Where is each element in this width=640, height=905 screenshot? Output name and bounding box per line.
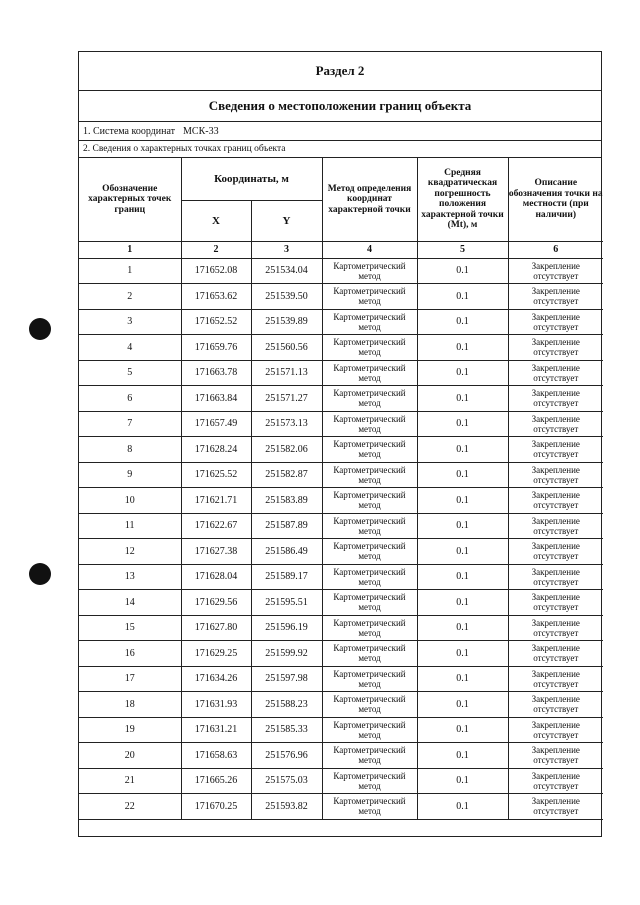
- coordinate-x: 171628.04: [181, 564, 251, 590]
- description-cell: Закрепление отсутствует: [508, 564, 603, 590]
- point-number: 12: [79, 539, 181, 565]
- point-number: 20: [79, 743, 181, 769]
- column-number: 1: [79, 241, 181, 258]
- table-row: [79, 564, 603, 590]
- method-cell: Картометрический метод: [322, 717, 417, 743]
- coordinate-x: 171622.67: [181, 513, 251, 539]
- table-row: [79, 462, 603, 488]
- header-coordinates: Координаты, м: [181, 158, 322, 200]
- point-number: 19: [79, 717, 181, 743]
- coordinate-y: 251573.13: [251, 411, 322, 437]
- coordinate-system-line: [79, 122, 601, 141]
- table-row: [79, 539, 603, 565]
- method-cell: Картометрический метод: [322, 768, 417, 794]
- description-cell: Закрепление отсутствует: [508, 768, 603, 794]
- point-number: 17: [79, 666, 181, 692]
- coordinate-x: 171670.25: [181, 794, 251, 820]
- description-cell: Закрепление отсутствует: [508, 641, 603, 667]
- method-cell: Картометрический метод: [322, 590, 417, 616]
- coordinate-y: 251585.33: [251, 717, 322, 743]
- description-cell: Закрепление отсутствует: [508, 692, 603, 718]
- coordinate-x: 171653.62: [181, 284, 251, 310]
- point-number: 13: [79, 564, 181, 590]
- points-heading: 2. Сведения о характерных точках границ объекта: [79, 141, 601, 158]
- coordinate-y: 251576.96: [251, 743, 322, 769]
- method-cell: Картометрический метод: [322, 437, 417, 463]
- coordinate-x: 171658.63: [181, 743, 251, 769]
- point-number: 14: [79, 590, 181, 616]
- table-row: [79, 258, 603, 284]
- description-cell: Закрепление отсутствует: [508, 513, 603, 539]
- description-cell: Закрепление отсутствует: [508, 743, 603, 769]
- column-number: 6: [508, 241, 603, 258]
- table-row: [79, 743, 603, 769]
- table-row: [79, 768, 603, 794]
- coordinate-x: 171652.52: [181, 309, 251, 335]
- coordinate-y: 251582.06: [251, 437, 322, 463]
- description-cell: Закрепление отсутствует: [508, 666, 603, 692]
- table-row: [79, 411, 603, 437]
- error-cell: 0.1: [417, 615, 508, 641]
- error-cell: 0.1: [417, 692, 508, 718]
- point-number: 7: [79, 411, 181, 437]
- method-cell: Картометрический метод: [322, 360, 417, 386]
- description-cell: Закрепление отсутствует: [508, 284, 603, 310]
- method-cell: Картометрический метод: [322, 335, 417, 361]
- point-number: 11: [79, 513, 181, 539]
- method-cell: Картометрический метод: [322, 641, 417, 667]
- error-cell: 0.1: [417, 386, 508, 412]
- error-cell: 0.1: [417, 717, 508, 743]
- point-number: 6: [79, 386, 181, 412]
- method-cell: Картометрический метод: [322, 564, 417, 590]
- method-cell: Картометрический метод: [322, 615, 417, 641]
- coordinate-y: 251534.04: [251, 258, 322, 284]
- document-title: Сведения о местоположении границ объекта: [79, 91, 601, 122]
- point-number: 22: [79, 794, 181, 820]
- method-cell: Картометрический метод: [322, 258, 417, 284]
- error-cell: 0.1: [417, 437, 508, 463]
- coordinate-y: 251575.03: [251, 768, 322, 794]
- method-cell: Картометрический метод: [322, 794, 417, 820]
- coordinate-y: 251583.89: [251, 488, 322, 514]
- header-method: Метод определения координат характерной точки: [322, 158, 417, 241]
- method-cell: Картометрический метод: [322, 488, 417, 514]
- description-cell: Закрепление отсутствует: [508, 360, 603, 386]
- table-row: [79, 692, 603, 718]
- description-cell: Закрепление отсутствует: [508, 615, 603, 641]
- coordinate-y: 251588.23: [251, 692, 322, 718]
- table-row: [79, 717, 603, 743]
- point-number: 5: [79, 360, 181, 386]
- coordinate-y: 251571.27: [251, 386, 322, 412]
- error-cell: 0.1: [417, 641, 508, 667]
- coordinate-x: 171625.52: [181, 462, 251, 488]
- point-number: 15: [79, 615, 181, 641]
- coordinate-x: 171631.93: [181, 692, 251, 718]
- point-number: 16: [79, 641, 181, 667]
- header-error: Средняя квадратическая погрешность положения характерной точки (Mt), м: [417, 158, 508, 241]
- coordinate-y: 251589.17: [251, 564, 322, 590]
- coordinate-y: 251582.87: [251, 462, 322, 488]
- coordinate-x: 171629.56: [181, 590, 251, 616]
- method-cell: Картометрический метод: [322, 284, 417, 310]
- description-cell: Закрепление отсутствует: [508, 794, 603, 820]
- coordinate-x: 171621.71: [181, 488, 251, 514]
- coordinate-y: 251560.56: [251, 335, 322, 361]
- method-cell: Картометрический метод: [322, 666, 417, 692]
- coordinate-y: 251539.50: [251, 284, 322, 310]
- points-table: [79, 158, 603, 820]
- coordinate-y: 251586.49: [251, 539, 322, 565]
- coordinate-x: 171663.78: [181, 360, 251, 386]
- method-cell: Картометрический метод: [322, 411, 417, 437]
- coordinate-y: 251593.82: [251, 794, 322, 820]
- description-cell: Закрепление отсутствует: [508, 437, 603, 463]
- point-number: 3: [79, 309, 181, 335]
- error-cell: 0.1: [417, 411, 508, 437]
- description-cell: Закрепление отсутствует: [508, 590, 603, 616]
- coordinate-y: 251595.51: [251, 590, 322, 616]
- table-row: [79, 615, 603, 641]
- description-cell: Закрепление отсутствует: [508, 335, 603, 361]
- method-cell: Картометрический метод: [322, 692, 417, 718]
- error-cell: 0.1: [417, 258, 508, 284]
- error-cell: 0.1: [417, 360, 508, 386]
- table-row: [79, 360, 603, 386]
- error-cell: 0.1: [417, 462, 508, 488]
- method-cell: Картометрический метод: [322, 513, 417, 539]
- column-number: 2: [181, 241, 251, 258]
- table-row: [79, 488, 603, 514]
- coordinate-y: 251539.89: [251, 309, 322, 335]
- column-number: 3: [251, 241, 322, 258]
- description-cell: Закрепление отсутствует: [508, 386, 603, 412]
- description-cell: Закрепление отсутствует: [508, 462, 603, 488]
- header-y: Y: [251, 200, 322, 241]
- description-cell: Закрепление отсутствует: [508, 488, 603, 514]
- method-cell: Картометрический метод: [322, 462, 417, 488]
- description-cell: Закрепление отсутствует: [508, 258, 603, 284]
- error-cell: 0.1: [417, 284, 508, 310]
- coordinate-x: 171634.26: [181, 666, 251, 692]
- table-row: [79, 794, 603, 820]
- description-cell: Закрепление отсутствует: [508, 539, 603, 565]
- method-cell: Картометрический метод: [322, 743, 417, 769]
- point-number: 4: [79, 335, 181, 361]
- point-number: 21: [79, 768, 181, 794]
- header-x: X: [181, 200, 251, 241]
- coordinate-x: 171663.84: [181, 386, 251, 412]
- coordinate-x: 171627.38: [181, 539, 251, 565]
- error-cell: 0.1: [417, 309, 508, 335]
- error-cell: 0.1: [417, 743, 508, 769]
- table-row: [79, 666, 603, 692]
- method-cell: Картометрический метод: [322, 539, 417, 565]
- point-number: 9: [79, 462, 181, 488]
- description-cell: Закрепление отсутствует: [508, 309, 603, 335]
- coordinate-x: 171627.80: [181, 615, 251, 641]
- coordinate-y: 251587.89: [251, 513, 322, 539]
- point-number: 1: [79, 258, 181, 284]
- coordinate-system-label: 1. Система координат: [83, 125, 176, 137]
- coordinate-x: 171628.24: [181, 437, 251, 463]
- point-number: 10: [79, 488, 181, 514]
- coordinate-y: 251599.92: [251, 641, 322, 667]
- table-row: [79, 284, 603, 310]
- coordinate-y: 251596.19: [251, 615, 322, 641]
- table-row: [79, 513, 603, 539]
- binder-hole: [29, 318, 51, 340]
- coordinate-x: 171659.76: [181, 335, 251, 361]
- point-number: 2: [79, 284, 181, 310]
- column-number: 5: [417, 241, 508, 258]
- error-cell: 0.1: [417, 539, 508, 565]
- error-cell: 0.1: [417, 564, 508, 590]
- error-cell: 0.1: [417, 488, 508, 514]
- table-row: [79, 437, 603, 463]
- table-row: [79, 386, 603, 412]
- table-row: [79, 309, 603, 335]
- method-cell: Картометрический метод: [322, 386, 417, 412]
- error-cell: 0.1: [417, 590, 508, 616]
- column-number: 4: [322, 241, 417, 258]
- coordinate-system-value: МСК-33: [183, 125, 219, 137]
- error-cell: 0.1: [417, 768, 508, 794]
- point-number: 8: [79, 437, 181, 463]
- table-row: [79, 590, 603, 616]
- binder-hole: [29, 563, 51, 585]
- description-cell: Закрепление отсутствует: [508, 411, 603, 437]
- error-cell: 0.1: [417, 666, 508, 692]
- description-cell: Закрепление отсутствует: [508, 717, 603, 743]
- header-description: Описание обозначения точки на местности (при наличии): [508, 158, 603, 241]
- coordinate-x: 171652.08: [181, 258, 251, 284]
- error-cell: 0.1: [417, 513, 508, 539]
- section-heading: Раздел 2: [79, 52, 601, 91]
- method-cell: Картометрический метод: [322, 309, 417, 335]
- error-cell: 0.1: [417, 794, 508, 820]
- table-row: [79, 641, 603, 667]
- coordinate-x: 171631.21: [181, 717, 251, 743]
- document-form: [78, 51, 602, 837]
- error-cell: 0.1: [417, 335, 508, 361]
- table-row: [79, 335, 603, 361]
- coordinate-x: 171657.49: [181, 411, 251, 437]
- header-designation: Обозначение характерных точек границ: [79, 158, 181, 241]
- coordinate-y: 251571.13: [251, 360, 322, 386]
- point-number: 18: [79, 692, 181, 718]
- coordinate-x: 171665.26: [181, 768, 251, 794]
- coordinate-y: 251597.98: [251, 666, 322, 692]
- coordinate-x: 171629.25: [181, 641, 251, 667]
